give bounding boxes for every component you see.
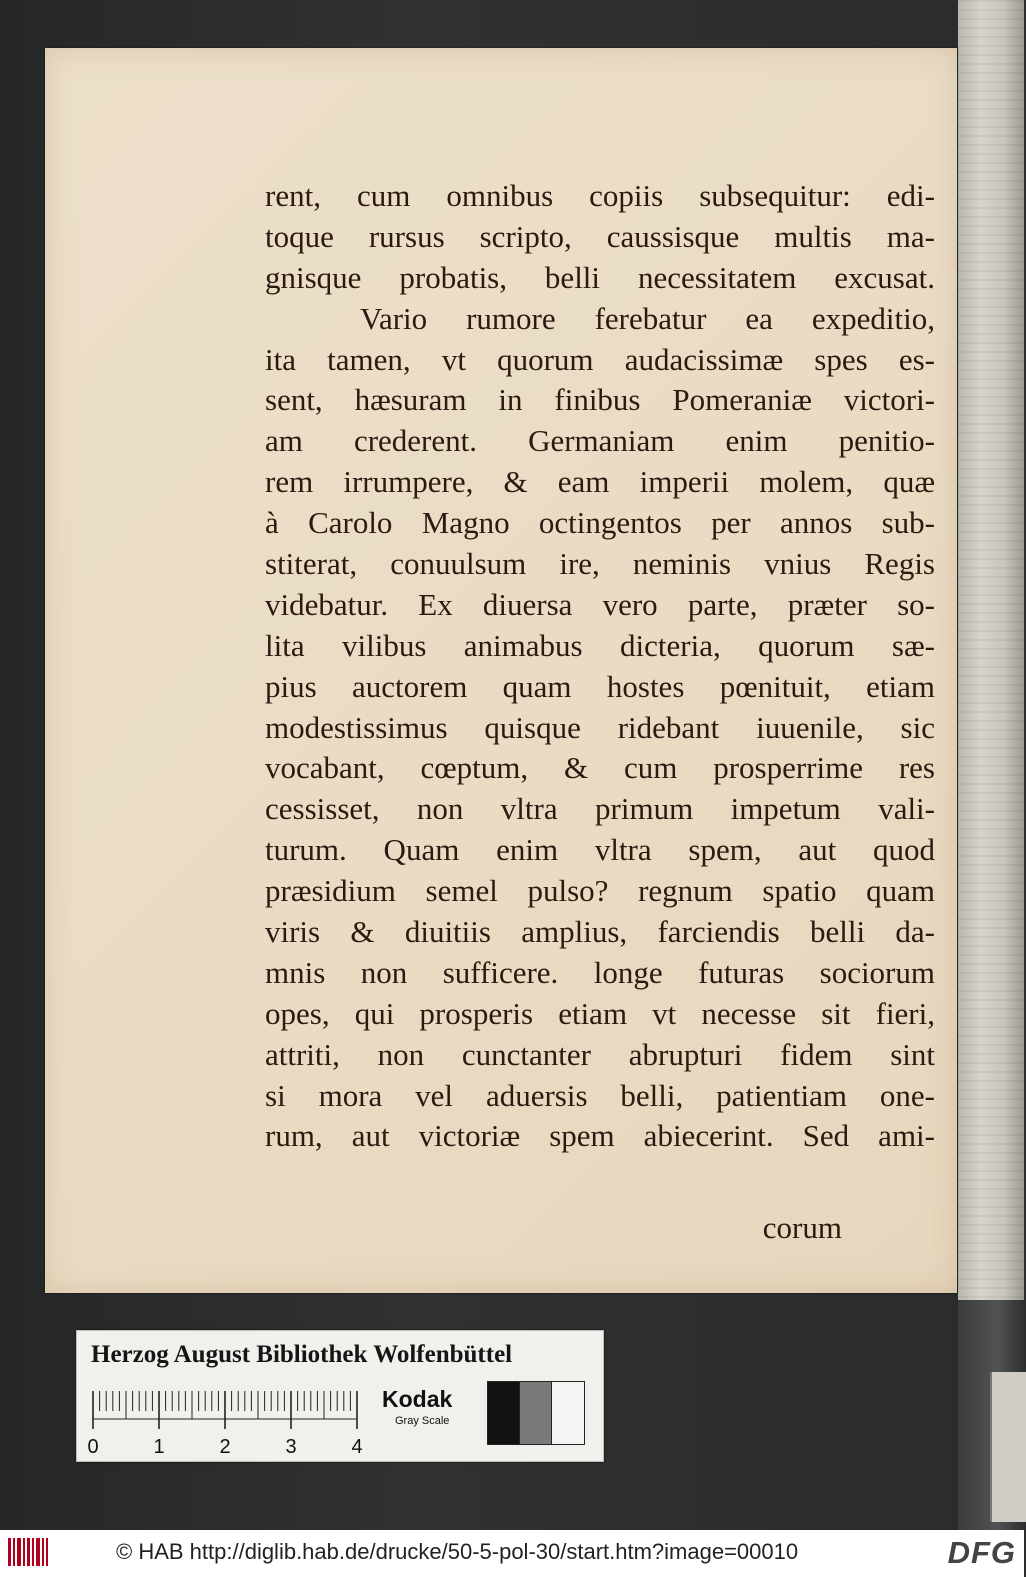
text-line: Vario rumore ferebatur ea expeditio, <box>360 300 935 336</box>
ruler-number: 1 <box>153 1436 165 1458</box>
text-line: am crederent. Germaniam enim penitio- <box>265 423 935 459</box>
text-line: si mora vel aduersis belli, patientiam one- <box>265 1077 935 1113</box>
text-line: toque rursus scripto, caussisque multis ma- <box>265 218 935 254</box>
library-name: Herzog August Bibliothek Wolfenbüttel <box>91 1341 513 1368</box>
text-line: vocabant, cœptum, & cum prosperrime res <box>265 750 935 786</box>
text-line: rum, aut victoriæ spem abiecerint. Sed ami- <box>265 1118 935 1154</box>
text-line: lita vilibus animabus dicteria, quorum sæ- <box>265 627 935 663</box>
copyright-url: © HAB http://diglib.hab.de/drucke/50-5-pol-30/start.htm?image=00010 <box>116 1539 799 1564</box>
page-text <box>265 176 935 1157</box>
white-swatch <box>551 1381 585 1445</box>
text-line: opes, qui prosperis etiam vt necesse sit fieri, <box>265 995 935 1031</box>
ruler-number: 0 <box>87 1436 99 1458</box>
dfg-logo: DFG <box>947 1535 1016 1570</box>
text-line: viris & diuitiis amplius, farciendis belli da- <box>265 914 935 950</box>
text-line: à Carolo Magno octingentos per annos sub- <box>265 505 935 541</box>
footer-bar <box>0 1530 1024 1577</box>
text-line: gnisque probatis, belli necessitatem excusat. <box>265 259 935 295</box>
barcode-icon <box>8 1538 48 1566</box>
text-line: pius auctorem quam hostes pœnituit, etiam <box>265 668 935 704</box>
book-page <box>45 48 957 1293</box>
text-line: mnis non sufficere. longe futuras sociorum <box>265 954 935 990</box>
text-line: sent, hæsuram in finibus Pomeraniæ victori- <box>265 382 935 418</box>
text-line: attriti, non cunctanter abrupturi fidem sint <box>265 1036 935 1072</box>
gray-swatch <box>519 1381 553 1445</box>
text-line: rent, cum omnibus copiis subsequitur: edi- <box>265 178 935 213</box>
text-line: stiterat, conuulsum ire, neminis vnius Regis <box>265 546 935 582</box>
text-line: videbatur. Ex diuersa vero parte, præter so- <box>265 586 935 622</box>
text-line: præsidium semel pulso? regnum spatio quam <box>265 873 935 909</box>
black-swatch <box>487 1381 521 1445</box>
catchword: corum <box>762 1210 842 1245</box>
shelf-tag <box>990 1372 1026 1522</box>
text-line: turum. Quam enim vltra spem, aut quod <box>265 832 935 868</box>
text-line: rem irrumpere, & eam imperii molem, quæ <box>265 464 935 500</box>
ruler-number: 4 <box>351 1436 363 1458</box>
ruler-number: 3 <box>285 1436 297 1458</box>
text-line: cessisset, non vltra primum impetum vali- <box>265 791 935 827</box>
kodak-logo: Kodak <box>382 1386 453 1412</box>
color-calibration-card <box>76 1330 604 1462</box>
text-line: ita tamen, vt quorum audacissimæ spes es- <box>265 341 935 377</box>
ruler-number: 2 <box>219 1436 231 1458</box>
gray-scale-label: Gray Scale <box>395 1415 450 1427</box>
text-line: modestissimus quisque ridebant iuuenile, sic <box>265 709 935 745</box>
centimeter-ruler <box>87 1387 363 1461</box>
